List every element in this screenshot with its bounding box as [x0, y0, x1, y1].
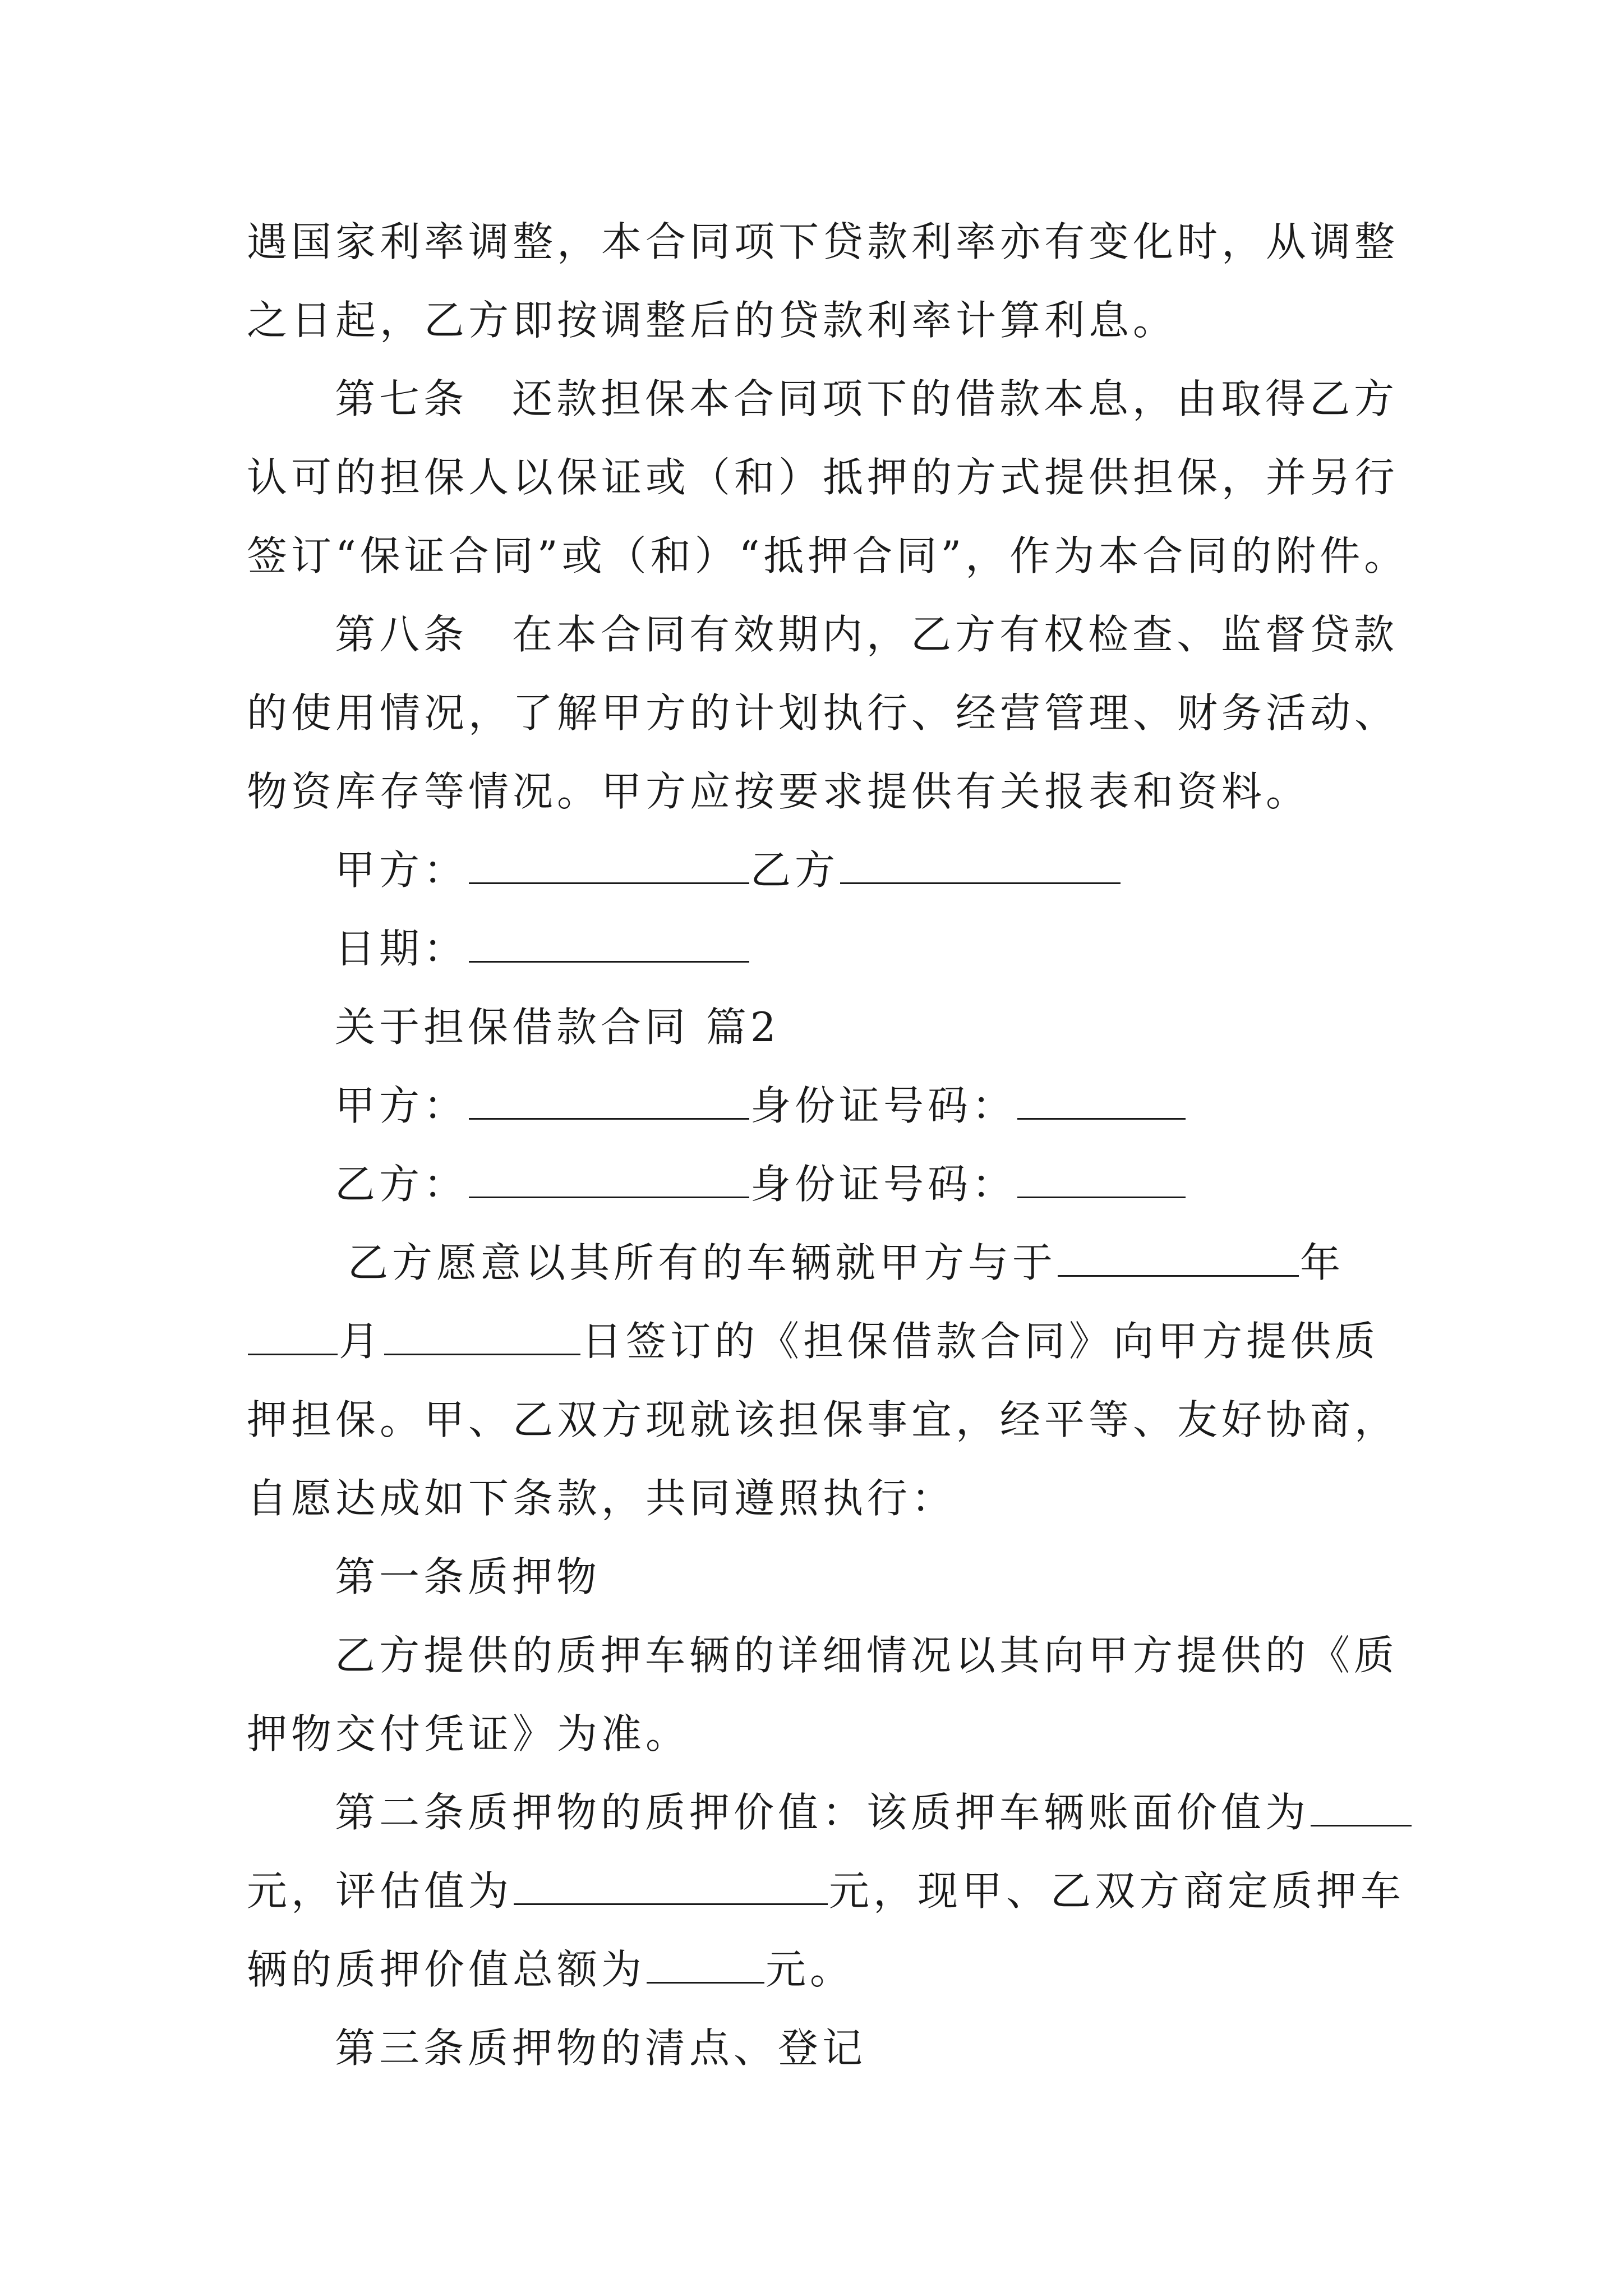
article-1-line: [335, 1632, 1399, 1679]
line-text: 遇国家利率调整，本合同项下贷款利率亦有变化时，从调整: [247, 218, 1399, 265]
appraisal-value-blank[interactable]: [514, 1871, 828, 1905]
pledge-value-blank[interactable]: [647, 1949, 764, 1984]
section-title: [335, 1004, 780, 1051]
line-text: 物资库存等情况。甲方应按要求提供有关报表和资料。: [247, 768, 1311, 815]
party-a-name-blank[interactable]: [469, 1085, 749, 1120]
line-text: 元。: [766, 1946, 855, 1993]
article-8-line: [247, 689, 1399, 737]
line-text: 押担保。甲、乙双方现就该担保事宜，经平等、友好协商，: [247, 1396, 1399, 1443]
line-text: 月: [339, 1318, 384, 1365]
line-text: 元，现甲、乙双方商定质押车: [829, 1867, 1405, 1915]
party-a-label: 甲方：: [335, 1082, 468, 1129]
article-1-title: [335, 1553, 601, 1600]
article-1-line: [247, 1710, 690, 1757]
article-7-line: [247, 454, 1399, 501]
party-b-id-blank[interactable]: [1017, 1164, 1186, 1198]
party-b-line: [335, 1161, 1187, 1208]
book-value-blank[interactable]: [1311, 1792, 1412, 1826]
section-title-text: 关于担保借款合同 篇2: [335, 1004, 780, 1051]
paragraph-line: [247, 297, 1178, 344]
signature-line: [335, 846, 1122, 894]
line-text: 辆的质押价值总额为: [247, 1946, 646, 1993]
line-text: 第三条质押物的清点、登记: [335, 2024, 867, 2072]
date-blank[interactable]: [469, 928, 749, 963]
article-8-line: [335, 611, 1399, 658]
party-b-label: 乙方: [750, 846, 840, 894]
article-3-title: [335, 2024, 867, 2072]
date-label: 日期：: [335, 925, 468, 972]
line-text: 自愿达成如下条款，共同遵照执行：: [247, 1475, 956, 1522]
party-a-id-blank[interactable]: [1017, 1085, 1186, 1120]
intro-line: [247, 1475, 956, 1522]
line-text: 的使用情况，了解甲方的计划执行、经营管理、财务活动、: [247, 689, 1399, 737]
line-text: 认可的担保人以保证或（和）抵押的方式提供担保，并另行: [247, 454, 1399, 501]
intro-line: [247, 1396, 1399, 1443]
party-a-blank[interactable]: [469, 850, 749, 884]
party-a-label: 甲方：: [335, 846, 468, 894]
paragraph-line: [247, 218, 1399, 265]
party-b-name-blank[interactable]: [469, 1164, 749, 1198]
line-text: 第一条质押物: [335, 1553, 601, 1600]
line-text: 乙方愿意以其所有的车辆就甲方与于: [348, 1239, 1057, 1286]
article-2-line: [247, 1946, 855, 1993]
id-number-label: 身份证号码：: [750, 1082, 1017, 1129]
line-text: 签订“保证合同”或（和）“抵押合同”，作为本合同的附件。: [247, 532, 1409, 579]
line-text: 押物交付凭证》为准。: [247, 1710, 690, 1757]
day-blank[interactable]: [384, 1321, 580, 1355]
line-text: 元，评估值为: [247, 1867, 513, 1915]
party-b-label: 乙方：: [335, 1161, 468, 1208]
intro-line: [247, 1318, 1380, 1365]
line-text: 日签订的《担保借款合同》向甲方提供质: [582, 1318, 1380, 1365]
article-7-line: [335, 375, 1399, 422]
party-b-blank[interactable]: [840, 850, 1121, 884]
line-text: 第七条 还款担保本合同项下的借款本息，由取得乙方: [335, 375, 1399, 422]
line-text: 之日起，乙方即按调整后的贷款利率计算利息。: [247, 297, 1178, 344]
date-line: [335, 925, 750, 972]
line-text: 乙方提供的质押车辆的详细情况以其向甲方提供的《质: [335, 1632, 1399, 1679]
month-blank[interactable]: [248, 1321, 338, 1355]
article-7-line: [247, 532, 1409, 579]
id-number-label: 身份证号码：: [750, 1161, 1017, 1208]
line-text: 第二条质押物的质押价值：该质押车辆账面价值为: [335, 1789, 1310, 1836]
article-2-line: [335, 1789, 1413, 1836]
line-text: 第八条 在本合同有效期内，乙方有权检查、监督贷款: [335, 611, 1399, 658]
article-8-line: [247, 768, 1311, 815]
article-2-line: [247, 1867, 1405, 1915]
line-text: 年: [1300, 1239, 1345, 1286]
year-blank[interactable]: [1058, 1243, 1299, 1277]
intro-line: [348, 1239, 1345, 1286]
party-a-line: [335, 1082, 1187, 1129]
